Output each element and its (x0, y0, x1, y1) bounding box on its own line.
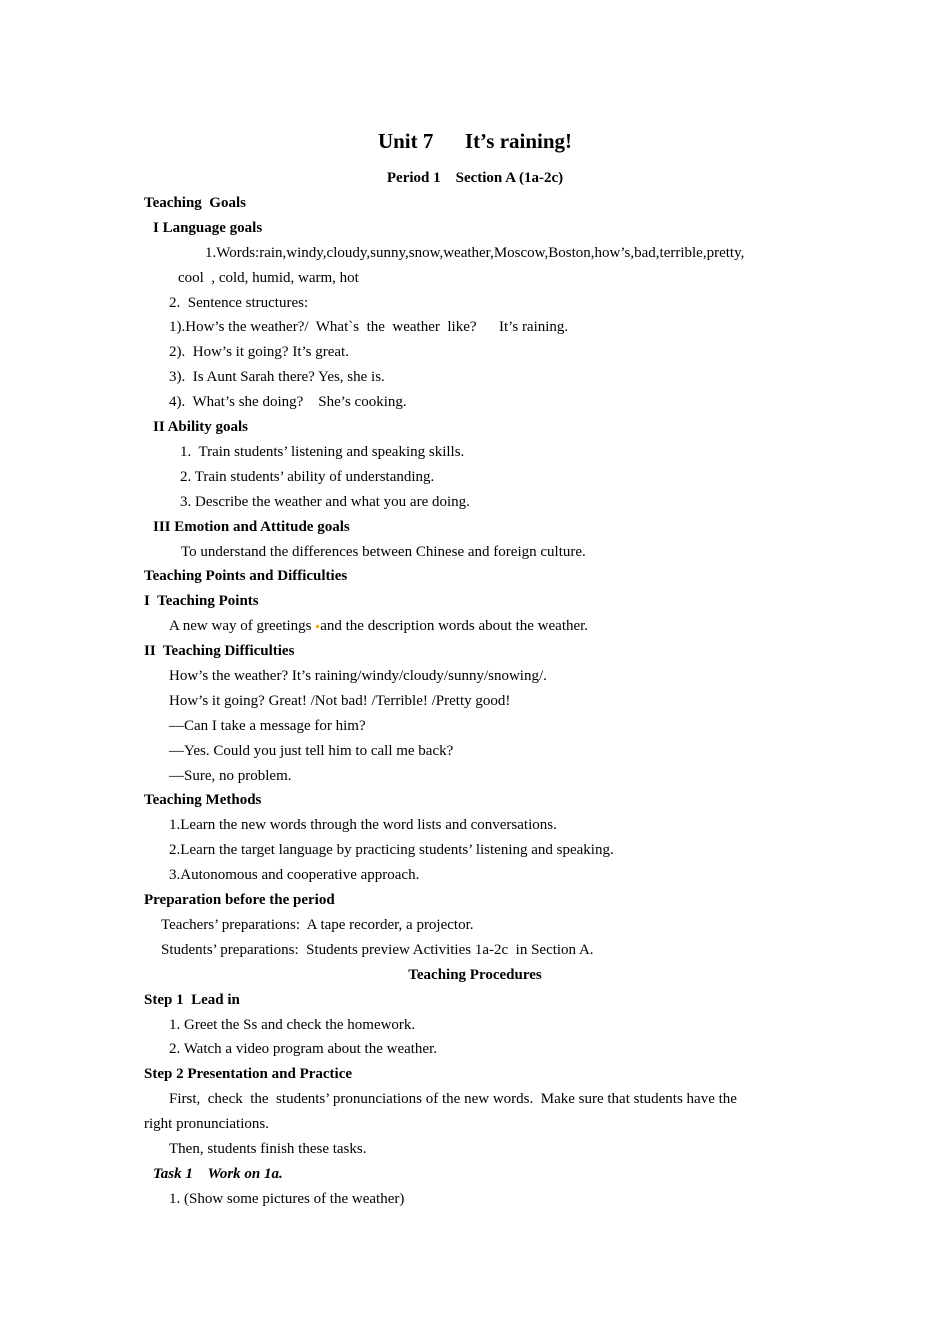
difficulty-4: —Yes. Could you just tell him to call me back? (169, 743, 454, 759)
ability-goal-1: 1. Train students’ listening and speaking skills. (180, 444, 465, 460)
sentence-structures-heading: 2. Sentence structures: (169, 295, 309, 311)
emotion-goal-1: To understand the differences between Chinese and foreign culture. (181, 544, 586, 560)
step-2-paragraph-line-1: First, check the students’ pronunciations of the new words. Make sure that students have the (169, 1091, 737, 1107)
method-1: 1.Learn the new words through the word lists and conversations. (169, 817, 557, 833)
step-1-item-2: 2. Watch a video program about the weather. (169, 1041, 438, 1057)
difficulty-3: —Can I take a message for him? (169, 718, 366, 734)
words-line-2: cool , cold, humid, warm, hot (178, 270, 359, 286)
structure-3: 3). Is Aunt Sarah there? Yes, she is. (169, 369, 385, 385)
preparation-heading: Preparation before the period (144, 892, 335, 908)
teaching-difficulties-heading: II Teaching Difficulties (144, 643, 295, 659)
ability-goal-3: 3. Describe the weather and what you are doing. (180, 494, 470, 510)
students-preparation: Students’ preparations: Students preview Activities 1a-2c in Section A. (161, 942, 594, 958)
marker-icon (316, 625, 319, 628)
unit-number: Unit 7 (377, 129, 434, 153)
language-goals-heading: I Language goals (153, 220, 263, 236)
difficulty-2: How’s it going? Great! /Not bad! /Terrible! /Pretty good! (169, 693, 511, 709)
method-3: 3.Autonomous and cooperative approach. (169, 867, 420, 883)
task-1-item-1: 1. (Show some pictures of the weather) (169, 1191, 405, 1207)
step-1-item-1: 1. Greet the Ss and check the homework. (169, 1017, 416, 1033)
step-2-heading: Step 2 Presentation and Practice (144, 1066, 353, 1082)
step-1-heading: Step 1 Lead in (144, 992, 240, 1008)
method-2: 2.Learn the target language by practicing students’ listening and speaking. (169, 842, 614, 858)
teaching-point-text: A new way of greetings and the description words about the weather. (169, 618, 589, 634)
task-1-heading: Task 1 Work on 1a. (153, 1166, 283, 1182)
difficulty-5: —Sure, no problem. (169, 768, 292, 784)
page-title (0, 127, 950, 155)
structure-4: 4). What’s she doing? She’s cooking. (169, 394, 407, 410)
structure-2: 2). How’s it going? It’s great. (169, 344, 349, 360)
ability-goals-heading: II Ability goals (153, 419, 249, 435)
words-line-1: 1.Words:rain,windy,cloudy,sunny,snow,weather,Moscow,Boston,how’s,bad,terrible,pretty, (205, 245, 745, 261)
teachers-preparation: Teachers’ preparations: A tape recorder, a projector. (161, 917, 474, 933)
teaching-procedures-heading: Teaching Procedures (408, 967, 542, 983)
ability-goal-2: 2. Train students’ ability of understanding. (180, 469, 435, 485)
step-2-paragraph-line-2: right pronunciations. (144, 1116, 269, 1132)
period-subtitle: Period 1 Section A (1a-2c) (386, 170, 564, 186)
structure-1: 1).How’s the weather?/ What`s the weather like? It’s raining. (169, 319, 569, 335)
points-difficulties-heading: Teaching Points and Difficulties (144, 568, 348, 584)
unit-name: It’s raining! (464, 129, 573, 153)
teaching-points-heading: I Teaching Points (144, 593, 259, 609)
teaching-methods-heading: Teaching Methods (144, 792, 262, 808)
teaching-goals-heading: Teaching Goals (144, 195, 246, 211)
difficulty-1: How’s the weather? It’s raining/windy/cloudy/sunny/snowing/. (169, 668, 547, 684)
emotion-goals-heading: III Emotion and Attitude goals (153, 519, 350, 535)
step-2-paragraph-2: Then, students finish these tasks. (169, 1141, 367, 1157)
